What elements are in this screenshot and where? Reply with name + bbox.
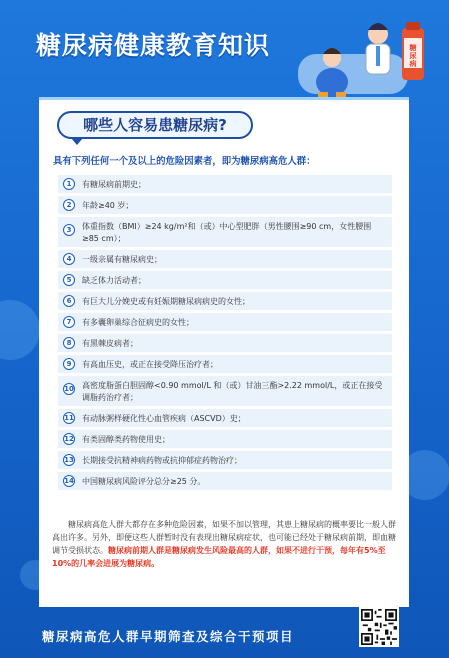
item-number-badge: 10 (64, 385, 74, 393)
list-item (58, 355, 392, 373)
list-item (58, 409, 392, 427)
item-number-badge: 6 (63, 295, 75, 307)
item-text: 长期接受抗精神病药物或抗抑郁症药物治疗； (82, 456, 242, 465)
item-text: 有类固醇类药物使用史； (82, 435, 170, 444)
item-text: 中国糖尿病风险评分总分≥25 分。 (82, 477, 206, 486)
page-title: 糖尿病健康教育知识 (36, 31, 271, 60)
bottle-label-line3: 病 (409, 60, 417, 68)
item-number-badge: 12 (64, 435, 74, 443)
item-text: 有糖尿病前期史； (82, 180, 146, 189)
item-number-badge: 4 (63, 253, 75, 265)
summary-highlight: 糖尿病前期人群是糖尿病发生风险最高的人群，如果不进行干预，每年有5%至10%的几率会进展为糖尿病。 (52, 546, 386, 568)
item-number-badge: 3 (63, 224, 75, 236)
list-item (58, 175, 392, 193)
list-item (58, 451, 392, 469)
question-heading: 哪些人容易患糖尿病? (57, 111, 253, 139)
content-card (39, 97, 409, 607)
item-text: 缺乏体力活动者； (82, 276, 146, 285)
summary-paragraph (52, 518, 396, 570)
list-item (58, 196, 392, 214)
summary-normal: 糖尿病高危人群大都存在多种危险因素，如果不加以管理，其患上糖尿病的概率要比一般人群高出许多。另外，即便这些人群暂时没有表现出糖尿病症状，也可能已经处于糖尿病前期，即血糖调节受损状态。 (52, 520, 396, 555)
item-text: 有多囊卵巢综合征病史的女性； (82, 318, 194, 327)
speech-tail (71, 138, 83, 145)
decor-bubble (0, 300, 40, 360)
list-item (58, 472, 392, 490)
list-item (58, 271, 392, 289)
item-number-badge: 2 (63, 199, 75, 211)
list-item (58, 430, 392, 448)
doctor-patient-illustration (298, 14, 428, 106)
risk-factor-list (58, 175, 392, 493)
item-text: 有黑棘皮病者； (82, 339, 138, 348)
bottle-label-line2: 尿 (409, 52, 417, 60)
item-text: 有巨大儿分娩史或有妊娠期糖尿病病史的女性； (82, 297, 250, 306)
item-number-badge: 8 (63, 337, 75, 349)
list-item (58, 313, 392, 331)
item-number-badge: 13 (64, 456, 74, 464)
qr-code[interactable] (359, 607, 399, 647)
item-text: 体重指数（BMI）≥24 kg/m²和（或）中心型肥胖（男性腰围≥90 cm，女性腰围≥85 cm）； (82, 222, 372, 243)
item-number-badge: 7 (63, 316, 75, 328)
item-text: 有高血压史，或正在接受降压治疗者； (82, 360, 218, 369)
item-number-badge: 9 (63, 358, 75, 370)
list-item (58, 334, 392, 352)
list-item (58, 376, 392, 406)
footer-project-name: 糖尿病高危人群早期筛查及综合干预项目 (42, 629, 295, 644)
item-text: 年龄≥40 岁； (82, 201, 134, 210)
list-item (58, 217, 392, 247)
item-number-badge: 5 (63, 274, 75, 286)
item-text: 一级亲属有糖尿病史； (82, 255, 162, 264)
list-item (58, 250, 392, 268)
item-text: 高密度脂蛋白胆固醇<0.90 mmol/L 和（或）甘油三酯>2.22 mmol/L，或正在接受调脂药治疗者； (82, 381, 383, 402)
item-number-badge: 11 (64, 414, 74, 422)
item-number-badge: 14 (64, 477, 74, 485)
item-number-badge: 1 (63, 178, 75, 190)
lead-text: 具有下列任何一个及以上的危险因素者，即为糖尿病高危人群： (53, 156, 316, 167)
bottle-label-line1: 糖 (409, 44, 417, 52)
list-item (58, 292, 392, 310)
item-text: 有动脉粥样硬化性心血管疾病（ASCVD）史； (82, 414, 246, 423)
